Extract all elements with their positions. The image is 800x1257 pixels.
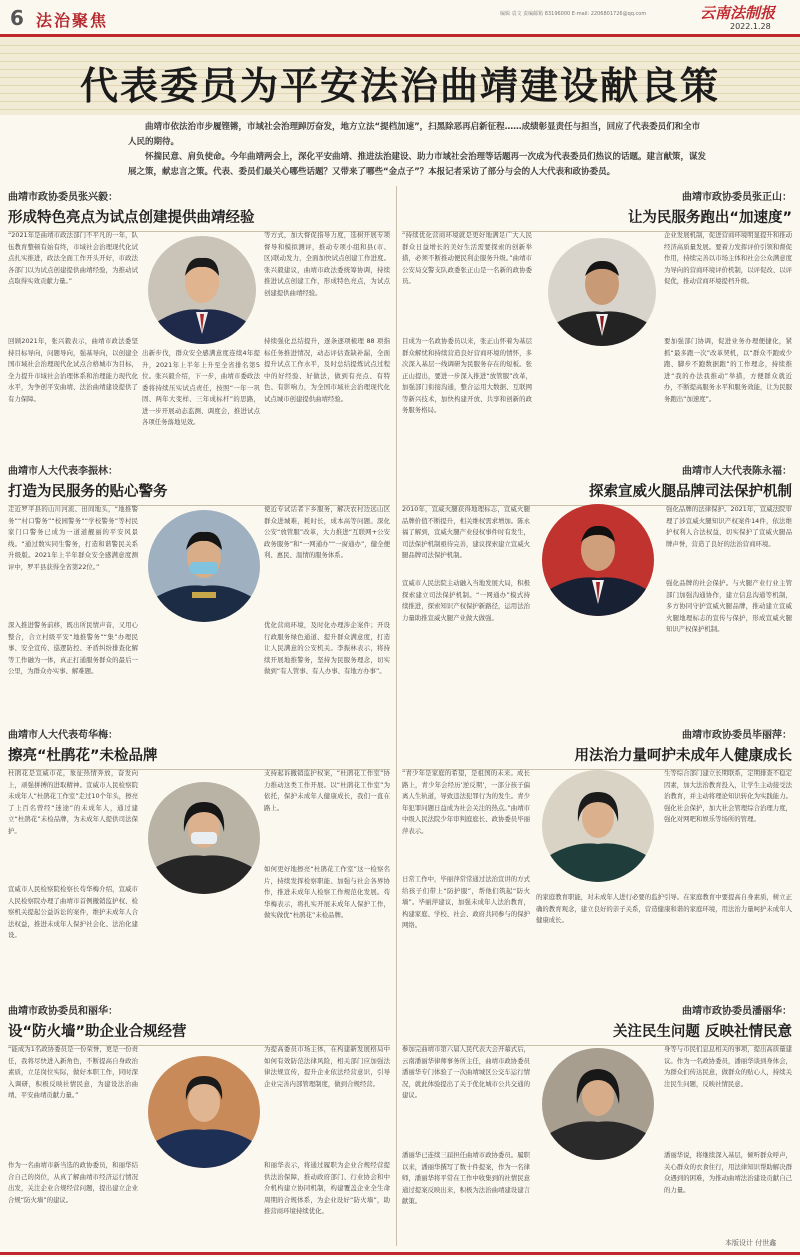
article-title: 用法治力量呵护未成年人健康成长 <box>574 748 792 764</box>
article-body: 和丽华表示，将通过履职为企业合规经营提供法治保障，推动政府部门、行业协会和中介机构建立协同机制，构建覆盖企业全生命周期的合规体系，为企业设好“防火墙”，助推营商环境持续优化。 <box>264 1161 390 1215</box>
article-kicker: 曲靖市人大代表苟华梅： <box>8 730 118 741</box>
article-body: 如何更好地擦亮“杜鹃花工作室”这一检察名片，持续发挥检察职能、加强与社会各界协作，推进未成年人检察工作规范化发展。苟华梅表示，将扎实开展未成年人保护工作，做实做优“杜鹃花”未检品牌。 <box>264 865 390 919</box>
article-kicker: 曲靖市政协委员和丽华： <box>8 1006 118 1017</box>
article-body: 持续强化总结提升，逐条逐项梳理 88 项指标任务推进情况，动态评估查缺补漏，全面提升试点工作水平，及时总结提炼试点过程中的好经验、好做法，做到有亮点、有特色、有影响力，为全国市域社会治理现代化试点城市创建提供曲靖经验。 <box>264 337 390 403</box>
article-li-zhenlin <box>8 462 390 712</box>
article-body: “持续优化营商环境就是更好地满足广大人民群众日益增长的美好生活需要探索的创新举措，必须不断推动便民利企服务升级。”曲靖市公安局交警支队政委张正山是一名新的政协委员。 <box>402 231 532 285</box>
article-zhang-xingyi <box>8 188 390 450</box>
portrait-photo <box>542 770 654 882</box>
portrait-photo <box>542 1048 654 1160</box>
article-body: 2010年，宣威火腿获得地理标志，宣威火腿品牌价值不断提升，相关维权需求增加。陈永福了解到，宣威火腿产业侵权事件时有发生，司法保护机制亟待完善，建议探索建立宣威火腿品牌司法保护机制。 <box>402 505 530 559</box>
article-body: 支持起诉撤销监护权案，“杜鹃花工作室”协力推动这类工作开展。以“杜鹃花工作室”为依托，保护未成年人健康成长，我们一直在路上。 <box>264 769 390 812</box>
article-body: 走近罗平县的山川河流、田间地头，“地推警务”“村口警务”“校园警务”“学校警务”等村民家门口警务已成为一道道靓丽的平安风景线。“通过数实同生警务，打造和谐警民关系升级版。2021年上半年群众安全感满意度测评中，罗平县获得全省第22位。” <box>8 505 138 571</box>
article-body: 宣威市人民法院主动融入当地发展大局，积极探索建立司法保护机制。“一网通办”模式持续推进，探索知识产权保护新路径，运用法治力量助推宣威火腿产业做大做强。 <box>402 579 530 622</box>
article-body: “2021年是曲靖市政法部门不平凡的一年，队伍教育整顿有始有终，市域社会治理现代化试点扎实推进，政法全面工作开头开好，市政法各部门以为试点创建提供曲靖经验，为推动试点取得实效贡献力量。” <box>8 231 138 285</box>
article-body: 杜鹃花是宣威市花，象征热情奔放，奋发向上，顽强拼搏的进取精神。宣威市人民检察院未成年人“杜鹃花工作室”走过10个年头，擦亮了上百名曾经“迷途”的未成年人，通过建立“杜鹃花”未检品牌，为未成年人提供司法保护。 <box>8 769 138 835</box>
article-bi-liping <box>402 726 792 984</box>
article-body: 的家庭教育职能，对未成年人进行必要的监护引导。在家庭教育中要提高自身素质，树立正确的教育观念，建立良好的亲子关系，营造健康和谐的家庭环境，用法治力量呵护未成年人健康成长。 <box>536 893 792 924</box>
article-body: 身等与市民们息息相关的事项，提出高质量建议。作为一名政协委员，潘丽华谈到身体会，为群众们传达民意，做群众的贴心人，持续关注民生问题，反映社情民意。 <box>664 1045 792 1088</box>
article-body: “能成为1名政协委员是一份荣誉，更是一份责任，我将尽快进入新角色，不断提高自身政治素质，立足岗位实际，做好本职工作，同时深入调研，积极反映社情民意，为建设法治曲靖、平安曲靖贡献力量。” <box>8 1045 138 1099</box>
intro-paragraph-2: 怀揣民意、肩负使命。今年曲靖两会上，深化平安曲靖、推进法治建设、助力市域社会治理等话题再一次成为代表委员们热议的话题。建言献策，谋发展之策，献忠言之策。代表、委员们最关心哪些话题？又带来了哪些“金点子”？本报记者采访了部分与会的人大代表和政协委员。 <box>128 152 707 177</box>
editor-line: 编辑 袁文 责编邮箱 83196000 E-mail: 2206801726@qq.com <box>500 11 647 17</box>
article-body: 回顾2021年，张兴毅表示，曲靖市政法委坚持目标导向，问题导向，强基导向，以创建全国市域社会治理现代化试点合格城市为目标，全力提升市域社会治理体系和治理能力现代化水平，为争创平安曲靖、法治曲靖建设提供了有力保障。 <box>8 337 138 403</box>
article-body: 优化营商环境，及时化办理涉企案件；开设行政服务绿色通道、提升群众满意度，打造让人民满意的公安机关。李振林表示，将持续开展地推警务，坚持为民服务理念，切实做到“有人管事、有人办事、有地方办事”。 <box>264 621 390 675</box>
page-designer: 本版设计 付世鑫 <box>725 1239 777 1247</box>
portrait-photo <box>148 782 260 894</box>
portrait-photo <box>542 504 654 616</box>
footer-rule <box>0 1252 800 1255</box>
article-body: 等方式，加大督促指导力度，选树开展专项督导和模拟测评，推动专项小组和县(市、区)联动发力，全面加快试点创建工作进度。张兴毅建议，曲靖市政法委统筹协调，持续推进试点创建工作，形成特色亮点，为试点创建提供曲靖经验。 <box>264 231 390 297</box>
article-kicker: 曲靖市政协委员潘丽华： <box>682 1006 792 1017</box>
article-body: 强化品牌的法律保护。2021年，宣威法院审理了涉宣威火腿知识产权案件14件，依法维护权利人合法权益，切实保护了宣威火腿品牌声誉，营造了良好的法治营商环境。 <box>666 505 792 548</box>
article-zhang-zhengshan <box>402 188 792 450</box>
article-title: 形成特色亮点为试点创建提供曲靖经验 <box>8 210 255 226</box>
portrait-photo <box>148 236 256 344</box>
intro <box>128 120 708 180</box>
article-body: 使近专试话者下乡服务，解决农村边远山区群众进城难，耗时长，成本高等问题。深化公安“放管服”改革，大力推进“互联网+公安政务服务”和“一网通办”“一窗通办”，健全便利、惠民、温情的服务体系。 <box>264 505 390 559</box>
article-body: 参加完曲靖市第六届人民代表大会开幕式后，云南潘丽华律师事务所主任，曲靖市政协委员潘丽华专门体验了一次曲靖城区公交车运行情况，就此体验提出了关于优化城市公共交通的建议。 <box>402 1045 530 1099</box>
article-kicker: 曲靖市人大代表李振林： <box>8 466 118 477</box>
page-number: 6 <box>10 6 24 30</box>
article-kicker: 曲靖市政协委员张兴毅： <box>8 192 118 203</box>
article-body: 企业发展机制，促进营商环境明显提升和推动经济高质量发展。要着力发挥评价引领和督促作用，持续完善以市场主体和社会公众满意度为导向的营商环境评价机制，以评促改、以评促优，推动营商环境提档升级。 <box>664 231 792 285</box>
article-body: 出新步伐，群众安全感满意度连续4年提升，2021年上半年上升至全省排名第5位。张兴毅介绍，下一步，曲靖市委政法委将持续压实试点责任，按照“一年一巩固、两年大变样、三年成标杆”的思路，进一步开展动态监测、调度会，推进试点各项任务落地见效。 <box>142 349 260 426</box>
portrait-photo <box>148 1056 260 1168</box>
article-pan-lihua <box>402 1002 792 1242</box>
article-body: 潘丽华说，将继续深入基层，倾听群众呼声，关心群众的衣食住行，用法律知识帮助解决群众遇到的困难，为推动曲靖法治建设贡献自己的力量。 <box>664 1151 792 1194</box>
article-body: “青少年是家庭的希望，是祖国的未来。成长路上，青少年会经历‘逆反期’，一部分孩子偏离人生轨道，导致违法犯罪行为的发生。青少年犯罪问题日益成为社会关注的热点。”曲靖市中级人民法院少年审判庭庭长、政协委员毕丽萍表示。 <box>402 769 530 835</box>
article-body: 要加强部门协调，促进业务办理便捷化，紧抓“最多跑一次”改革契机，以“群众不跑或少跑、脚步不跑数据跑”的工作理念，持续推进“我的办法我推动”举措，方便群众就近办，不断提高服务水平和服务效能，让为民服务跑出“加速度”。 <box>664 337 792 403</box>
newspaper-logo: 云南法制报 <box>700 4 776 22</box>
article-kicker: 曲靖市政协委员张正山： <box>682 192 792 203</box>
article-title: 打造为民服务的贴心警务 <box>8 484 168 500</box>
article-he-lihua <box>8 1002 390 1242</box>
article-title: 设“防火墙”助企业合规经营 <box>8 1024 187 1040</box>
article-body: 生等综合部门建立长期联系，定期排查不稳定因素，加大法治教育投入，让学生主动接受法治教育，并主动将理论知识转化为实践能力。强化社会保护，加大社会管理综合治理力度，强化对网吧和娱乐等场所的管理。 <box>664 769 792 823</box>
article-body: 潘丽华已连续三届担任曲靖市政协委员。履职以来，潘丽华撰写了数十件提案，作为一名律师，潘丽华将平常在工作中收集到的社情民意通过提案反映出来，积极为法治曲靖建设建言献策。 <box>402 1151 530 1205</box>
article-title: 擦亮“杜鹃花”未检品牌 <box>8 748 158 764</box>
article-title: 探索宣威火腿品牌司法保护机制 <box>589 484 792 500</box>
article-title: 让为民服务跑出“加速度” <box>627 210 792 226</box>
article-chen-yongfu <box>402 462 792 644</box>
article-body: 目成为一名政协委员以来，张正山怀着为基层群众解忧和持续营造良好营商环境的情怀，多次深入基层一线调研为民服务存在的短板。张正山提出，要进一步深入推进“放管服”改革，加强部门衔接沟通，整合运用大数据、互联网等新兴技术，加快构建开放、共享和创新的政务服务格局。 <box>402 337 532 414</box>
article-body: 强化品牌的社会保护。与火腿产业行业主管部门加强沟通协作，建立信息沟通等机制，多方协同守护宣威火腿品牌，推动建立宣威火腿地理标志的宣传与保护，形成宣威火腿知识产权保护机制。 <box>666 579 792 633</box>
article-body: 宣威市人民检察院检察长苟华梅介绍，宣威市人民检察院办理了曲靖市首例撤销监护权、检察机关提起公益诉讼的案件，维护未成年人合法权益，推进未成年人保护社会化、法治化建设。 <box>8 885 138 939</box>
main-headline: 代表委员为平安法治曲靖建设献良策 <box>79 63 720 108</box>
article-body: 日常工作中，毕丽萍常常通过法治宣讲的方式给孩子们带上“防护服”，帮他们筑起“防火墙”。毕丽萍建议，加强未成年人法治教育，构建家庭、学校、社会、政府共同参与的保护网络。 <box>402 875 530 929</box>
portrait-photo <box>148 510 260 622</box>
headline-band <box>0 37 800 115</box>
issue-date: 2022.1.28 <box>730 22 771 31</box>
article-body: 作为一名曲靖市新当选的政协委员，和丽华结合自己的岗位，从真了解曲靖市经济运行情况出发，关注企业合规经营问题，提出建立企业合规“防火墙”的建议。 <box>8 1161 138 1204</box>
column-divider <box>396 186 397 1246</box>
intro-paragraph-1: 曲靖市依法治市步履铿锵，市域社会治理踔厉奋发，地方立法“提档加速”，扫黑除恶再启新征程……成绩彰显责任与担当，回应了代表委员们和全市人民的期待。 <box>128 122 701 147</box>
article-kicker: 曲靖市政协委员毕丽萍： <box>682 730 792 741</box>
section-name: 法治聚焦 <box>36 11 109 30</box>
article-body: 深入推进警务前移，既出所民情声音，又用心整合，合立村级平安“地推警务”“集”办理民事、安全宣传、巡逻防控、矛盾纠纷排查化解等工作融为一体，真正打通服务群众的最后一公里，为群众办实事、解难题。 <box>8 621 138 675</box>
portrait-photo <box>548 238 656 346</box>
masthead <box>0 0 800 36</box>
article-kicker: 曲靖市人大代表陈永福： <box>682 466 792 477</box>
article-body: 为提高委员市场主体，在构建新发展格局中如何有效防范法律风险，相关部门应加强法律法规宣传，提升企业依法经营意识，引导企业完善内部管理制度，做到合规经营。 <box>264 1045 390 1088</box>
article-title: 关注民生问题 反映社情民意 <box>612 1024 792 1040</box>
article-gou-huamei <box>8 726 390 990</box>
